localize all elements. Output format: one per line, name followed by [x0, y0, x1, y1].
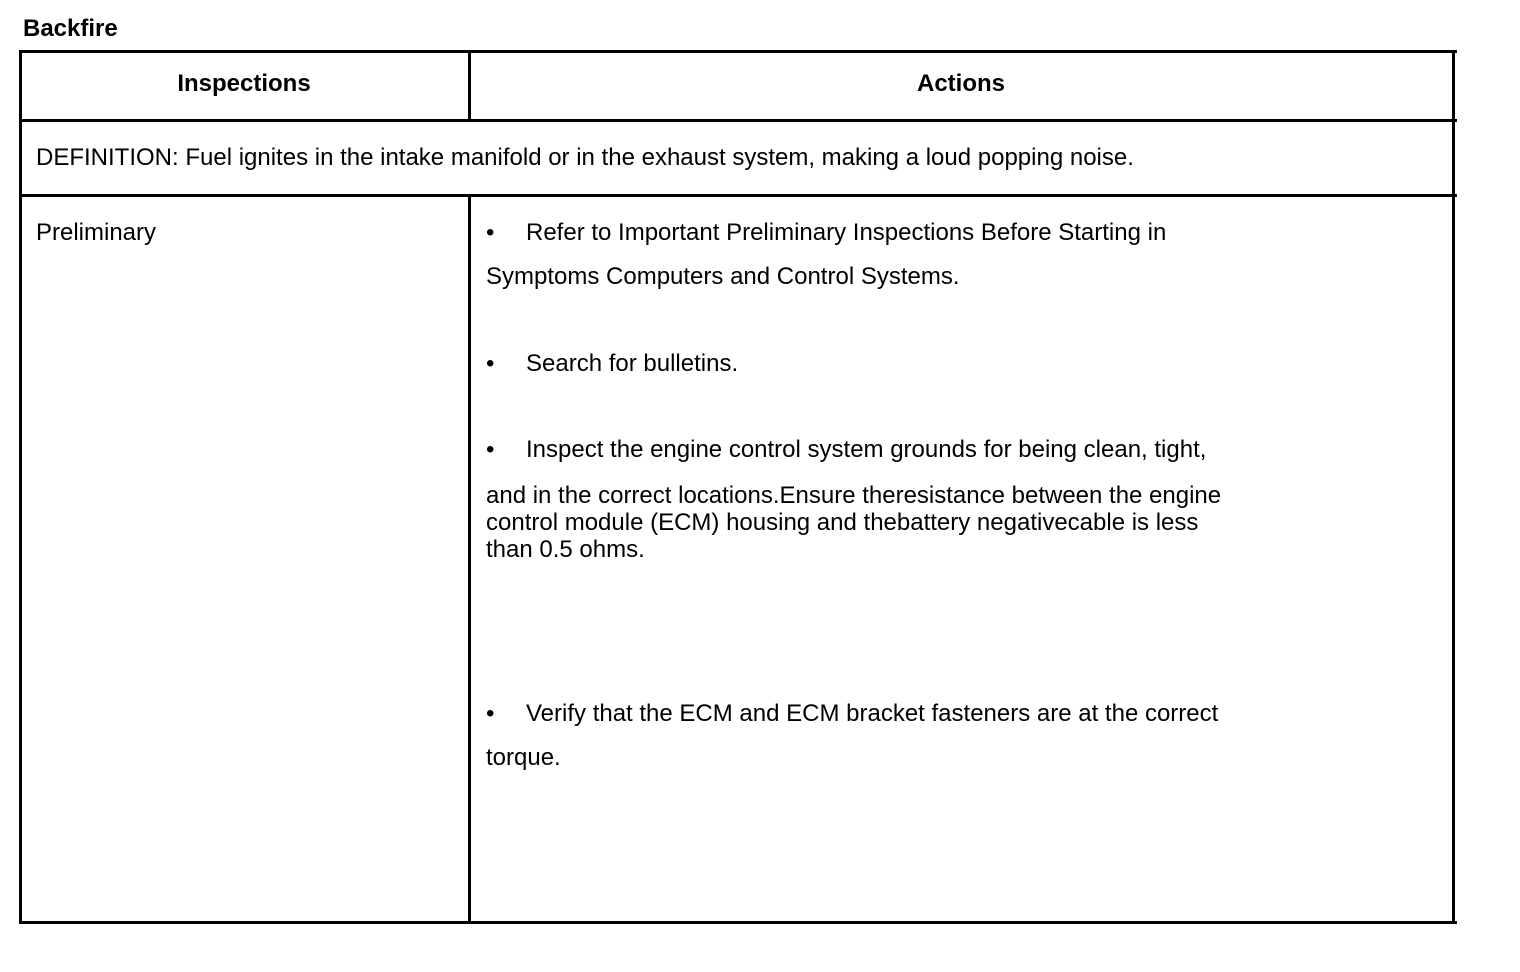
document-title: Backfire: [23, 15, 118, 42]
action-text-line: than 0.5 ohms.: [486, 536, 645, 563]
action-text-line: Inspect the engine control system grounds for being clean, tight,: [526, 436, 1207, 463]
table-border-left: [19, 50, 22, 924]
bullet-icon: •: [486, 219, 495, 246]
action-item-verify-fasteners: [486, 692, 1218, 780]
action-item-preliminary-inspections: [486, 211, 1166, 299]
action-text-line: torque.: [486, 744, 561, 771]
body-column-divider: [468, 194, 471, 924]
action-text-line: Verify that the ECM and ECM bracket fasteners are at the correct: [526, 700, 1219, 727]
bullet-icon: •: [486, 436, 495, 463]
header-inspections: Inspections: [177, 70, 311, 97]
table-border-top: [19, 50, 1457, 53]
header-divider: [19, 119, 1457, 122]
bullet-icon: •: [486, 350, 495, 377]
inspection-preliminary: Preliminary: [36, 219, 157, 246]
action-text-line: control module (ECM) housing and thebattery negativecable is less: [486, 509, 1199, 536]
table-border-right: [1452, 50, 1455, 924]
action-text-line: and in the correct locations.Ensure theresistance between the engine: [486, 482, 1222, 509]
header-actions: Actions: [916, 70, 1005, 97]
action-item-inspect-grounds: [486, 428, 1221, 564]
definition-text: DEFINITION: Fuel ignites in the intake manifold or in the exhaust system, making a loud popping noise.: [36, 144, 1134, 171]
action-text-line: Refer to Important Preliminary Inspections Before Starting in: [526, 219, 1167, 246]
diagnostic-table: [19, 50, 1457, 924]
definition-divider: [19, 194, 1457, 197]
bullet-icon: •: [486, 700, 495, 727]
action-text-line: Symptoms Computers and Control Systems.: [486, 263, 960, 290]
table-border-bottom: [19, 921, 1457, 924]
action-text-line: Search for bulletins.: [526, 350, 739, 377]
action-item-search-bulletins: [486, 342, 738, 386]
